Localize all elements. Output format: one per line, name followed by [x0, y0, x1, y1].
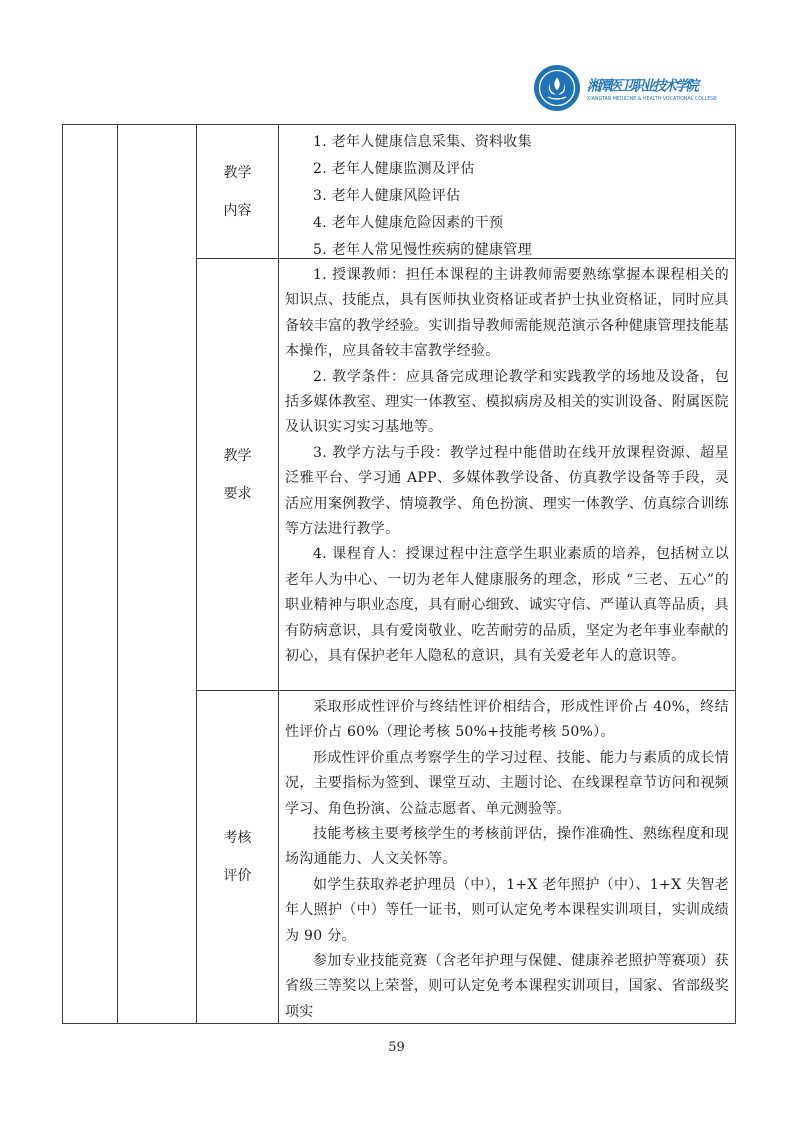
college-name-block [587, 75, 724, 102]
content-paragraph: 形成性评价重点考察学生的学习过程、技能、能力与素质的成长情况，主要指标为签到、课堂互动、主题讨论、在线课程章节访问和视频学习、角色扮演、公益志愿者、单元测验等。 [285, 749, 729, 817]
table-empty-column-1 [63, 125, 118, 1023]
table-row [197, 125, 735, 259]
page-number: 59 [388, 1040, 405, 1055]
course-syllabus-table [62, 124, 736, 1024]
content-paragraph: 参加专业技能竞赛（含老年护理与保健、健康养老照护等赛项）获省级三等奖以上荣誉，则可认定免考本课程实训项目，国家、省部级奖项实 [285, 953, 729, 1020]
row-label-cell [197, 259, 279, 690]
table-row [197, 691, 735, 1023]
row-content-cell [279, 125, 735, 258]
college-logo [533, 62, 717, 114]
content-paragraph: 3. 老年人健康风险评估 [313, 188, 461, 204]
row-label-line: 内容 [223, 202, 252, 219]
content-paragraph: 3. 教学方法与手段：教学过程中能借助在线开放课程资源、超星泛雅平台、学习通 APP、多媒体教学设备、仿真教学设备等手段，灵活应用案例教学、情境教学、角色扮演、理实一体教学、仿真综合训练等方法进行教学。 [285, 444, 729, 538]
college-name-zh: 湘潭医卫职业技术学院 [587, 77, 698, 95]
row-label-line: 要求 [223, 485, 252, 502]
content-paragraph: 采取形成性评价与终结性评价相结合，形成性评价占 40%，终结性评价占 60%（理论考核 50%+技能考核 50%）。 [285, 699, 729, 741]
content-paragraph: 5. 老年人常见慢性疾病的健康管理 [313, 242, 532, 258]
content-paragraph: 如学生获取养老护理员（中），1+X 老年照护（中）、1+X 失智老年人照护（中）等任一证书，则可认定免考本课程实训项目，实训成绩为 90 分。 [285, 876, 730, 944]
content-paragraph: 2. 老年人健康监测及评估 [313, 161, 475, 177]
table-row [197, 259, 735, 691]
table-rows [197, 125, 735, 1023]
row-content-cell [279, 691, 735, 1023]
content-paragraph: 1. 老年人健康信息采集、资料收集 [313, 134, 532, 150]
row-label-line: 考核 [223, 830, 252, 846]
content-paragraph: 1. 授课教师：担任本课程的主讲教师需要熟练掌握本课程相关的知识点、技能点，具有医师执业资格证或者护士执业资格证，同时应具备较丰富的教学经验。实训指导教师需能规范演示各种健康管理技能基本操作，应具备较丰富教学经验。 [285, 267, 729, 360]
content-paragraph: 技能考核主要考核学生的考核前评估，操作准确性、熟练程度和现场沟通能力、人文关怀等。 [285, 826, 729, 868]
content-paragraph: 2. 教学条件：应具备完成理论教学和实践教学的场地及设备，包括多媒体教室、理实一体教室、模拟病房及相关的实训设备、附属医院及认识实习实习基地等。 [285, 368, 729, 436]
row-label-line: 教学 [223, 164, 252, 181]
content-paragraph: 4. 老年人健康危险因素的干预 [313, 215, 504, 231]
row-label-line: 教学 [223, 447, 252, 464]
college-emblem-icon [533, 64, 581, 112]
row-content-cell [279, 259, 735, 690]
college-name-en: XIANGTAN MEDICINE & HEALTH VOCATIONAL COLLEGE [587, 95, 717, 102]
table-empty-column-2 [118, 125, 197, 1023]
content-paragraph: 4. 课程育人：授课过程中注意学生职业素质的培养，包括树立以老年人为中心、一切为老年人健康服务的理念，形成 “三老、五心”的职业精神与职业态度，具有耐心细致、诚实守信、严谨认真等品质，具有防病意识，具有爱岗敬业、吃苦耐劳的品质，坚定为老年事业奉献的初心，具有保护老年人隐私的意识，具有关爱老年人的意识等。 [285, 546, 729, 665]
row-label-cell [197, 125, 279, 258]
row-label-cell [197, 691, 279, 1023]
row-label-line: 评价 [223, 868, 252, 884]
